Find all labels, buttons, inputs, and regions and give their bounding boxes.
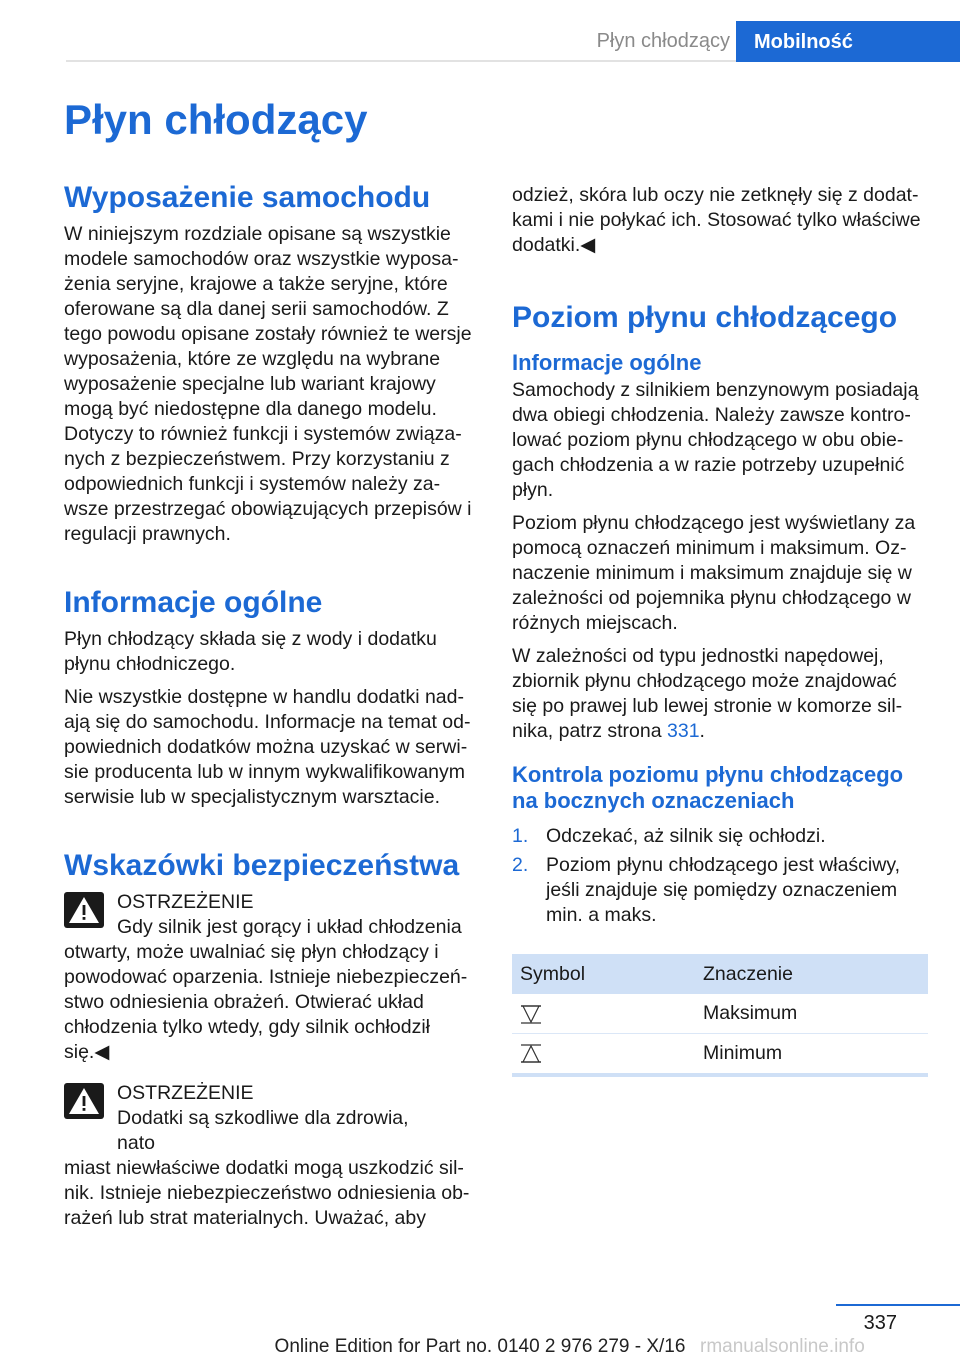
column-header-meaning: Znaczenie [695, 954, 928, 994]
list-item [512, 824, 926, 849]
coolant-paragraph-3-end: . [699, 720, 705, 742]
warning-text-first-line: Dodatki są szkodliwe dla zdrowia, nato [117, 1107, 409, 1154]
header-section-title: Płyn chłodzący [596, 30, 730, 52]
edition-footer: Online Edition for Part no. 0140 2 976 279 - X/16 [274, 1336, 686, 1357]
coolant-paragraph-2: Poziom płynu chłodzącego jest wyświetlany za pomocą oznaczeń minimum i maksimum. Oznaczenie minimum i maksimum znajduje się w zależności od pojemnika płynu chłodzącego w różnych miejscach. [512, 512, 916, 634]
equipment-paragraph: W niniejszym rozdziale opisane są wszystkie modele samochodów oraz wszystkie wyposażenia seryjne, krajowe a także seryjne, które oferowane są dla danej serii samochodów. Z tego powodu opisane zostały również te wersje wyposażenia, które ze względu na wybrane wyposażenie specjalne lub wariant krajowy mogą być niedostępne dla danego modelu. Dotyczy to również funkcji i systemów związanych z bezpieczeństwem. Przy korzystaniu z odpowiednich funkcji i systemów należy zawsze przestrzegać obowiązujących przepisów i regulacji prawnych. [64, 223, 472, 545]
coolant-paragraph-3-text: W zależności od typu jednostki napędowej, zbiornik płynu chłodzącego może znajdować się po prawej lub lewej stronie w komorze silnika, patrz strona [512, 645, 903, 742]
watermark: rmanualsonline.info [700, 1336, 865, 1357]
warning-triangle-icon [64, 1083, 104, 1119]
warning-text: miast niewłaściwe dodatki mogą uszkodzić silnik. Istnieje niebezpieczeństwo odniesienia obrażeń lub strat materialnych. Uważać, aby [64, 1157, 470, 1229]
step-text: Odczekać, aż silnik się ochłodzi. [546, 825, 826, 847]
subheading-side-markings: Kontrola poziomu płynu chłodzącego na bocznych oznaczeniach [512, 762, 904, 813]
step-list [512, 824, 926, 928]
warning-block-1 [64, 890, 478, 1065]
coolant-paragraph-1: Samochody z silnikiem benzynowym posiadają dwa obiegi chłodzenia. Należy zawsze kontrolować poziom płynu chłodzącego w obu obiegach chłodzenia a w razie potrzeby uzupełnić płyn. [512, 379, 919, 501]
warning-text: otwarty, może uwalniać się płyn chłodzący i powodować oparzenia. Istnieje niebezpieczeństwo odniesienia obrażeń. Otwierać układ chłodzenia tylko wtedy, gdy silnik ochłodził się.◀ [64, 941, 468, 1063]
symbol-cell [512, 1034, 695, 1076]
header-chapter-tab[interactable]: Mobilność [736, 21, 960, 62]
warning-block-2 [64, 1081, 478, 1231]
subheading-general-info: Informacje ogólne [512, 350, 702, 375]
section-heading-coolant-level: Poziom płynu chłodzącego [512, 301, 898, 334]
min-level-icon [520, 1043, 542, 1065]
table-row [512, 1034, 928, 1076]
meaning-cell: Minimum [695, 1034, 928, 1076]
coolant-paragraph-3 [512, 644, 926, 744]
meaning-cell: Maksimum [695, 994, 928, 1034]
right-column [512, 183, 926, 1077]
left-column [64, 180, 478, 1247]
page-title: Płyn chłodzący [64, 96, 368, 143]
warning-text-first-line: Gdy silnik jest gorący i układ chłodzenia [117, 916, 462, 938]
step-number: 2. [512, 854, 529, 876]
page-number: 337 [863, 1312, 897, 1334]
section-heading-equipment: Wyposażenie samochodu [64, 181, 431, 214]
page-reference-link[interactable]: 331 [667, 720, 700, 742]
footer-rule [836, 1304, 960, 1306]
symbol-table [512, 954, 928, 1077]
warning-triangle-icon [64, 892, 104, 928]
warning-title: OSTRZEŻENIE [117, 891, 254, 913]
warning-continuation: odzież, skóra lub oczy nie zetknęły się z dodatkami i nie połykać ich. Stosować tylko właściwe dodatki.◀ [512, 184, 921, 256]
symbol-cell [512, 994, 695, 1034]
column-header-symbol: Symbol [512, 954, 695, 994]
warning-title: OSTRZEŻENIE [117, 1082, 254, 1104]
max-level-icon [520, 1003, 542, 1025]
general-info-paragraph-1: Płyn chłodzący składa się z wody i dodatku płynu chłodniczego. [64, 628, 437, 675]
table-header-row [512, 954, 928, 994]
header-rule [66, 60, 736, 62]
section-heading-safety: Wskazówki bezpieczeństwa [64, 849, 460, 882]
step-number: 1. [512, 825, 529, 847]
section-heading-general-info: Informacje ogólne [64, 586, 323, 619]
general-info-paragraph-2: Nie wszystkie dostępne w handlu dodatki nadają się do samochodu. Informacje na temat odpowiednich dodatków można uzyskać w serwisie producenta lub w innym wykwalifikowanym serwisie lub w specjalistycznym warsztacie. [64, 686, 471, 808]
table-row [512, 994, 928, 1034]
list-item [512, 853, 926, 928]
step-text: Poziom płynu chłodzącego jest właściwy, jeśli znajduje się pomiędzy oznaczeniem min. a maks. [546, 854, 901, 926]
